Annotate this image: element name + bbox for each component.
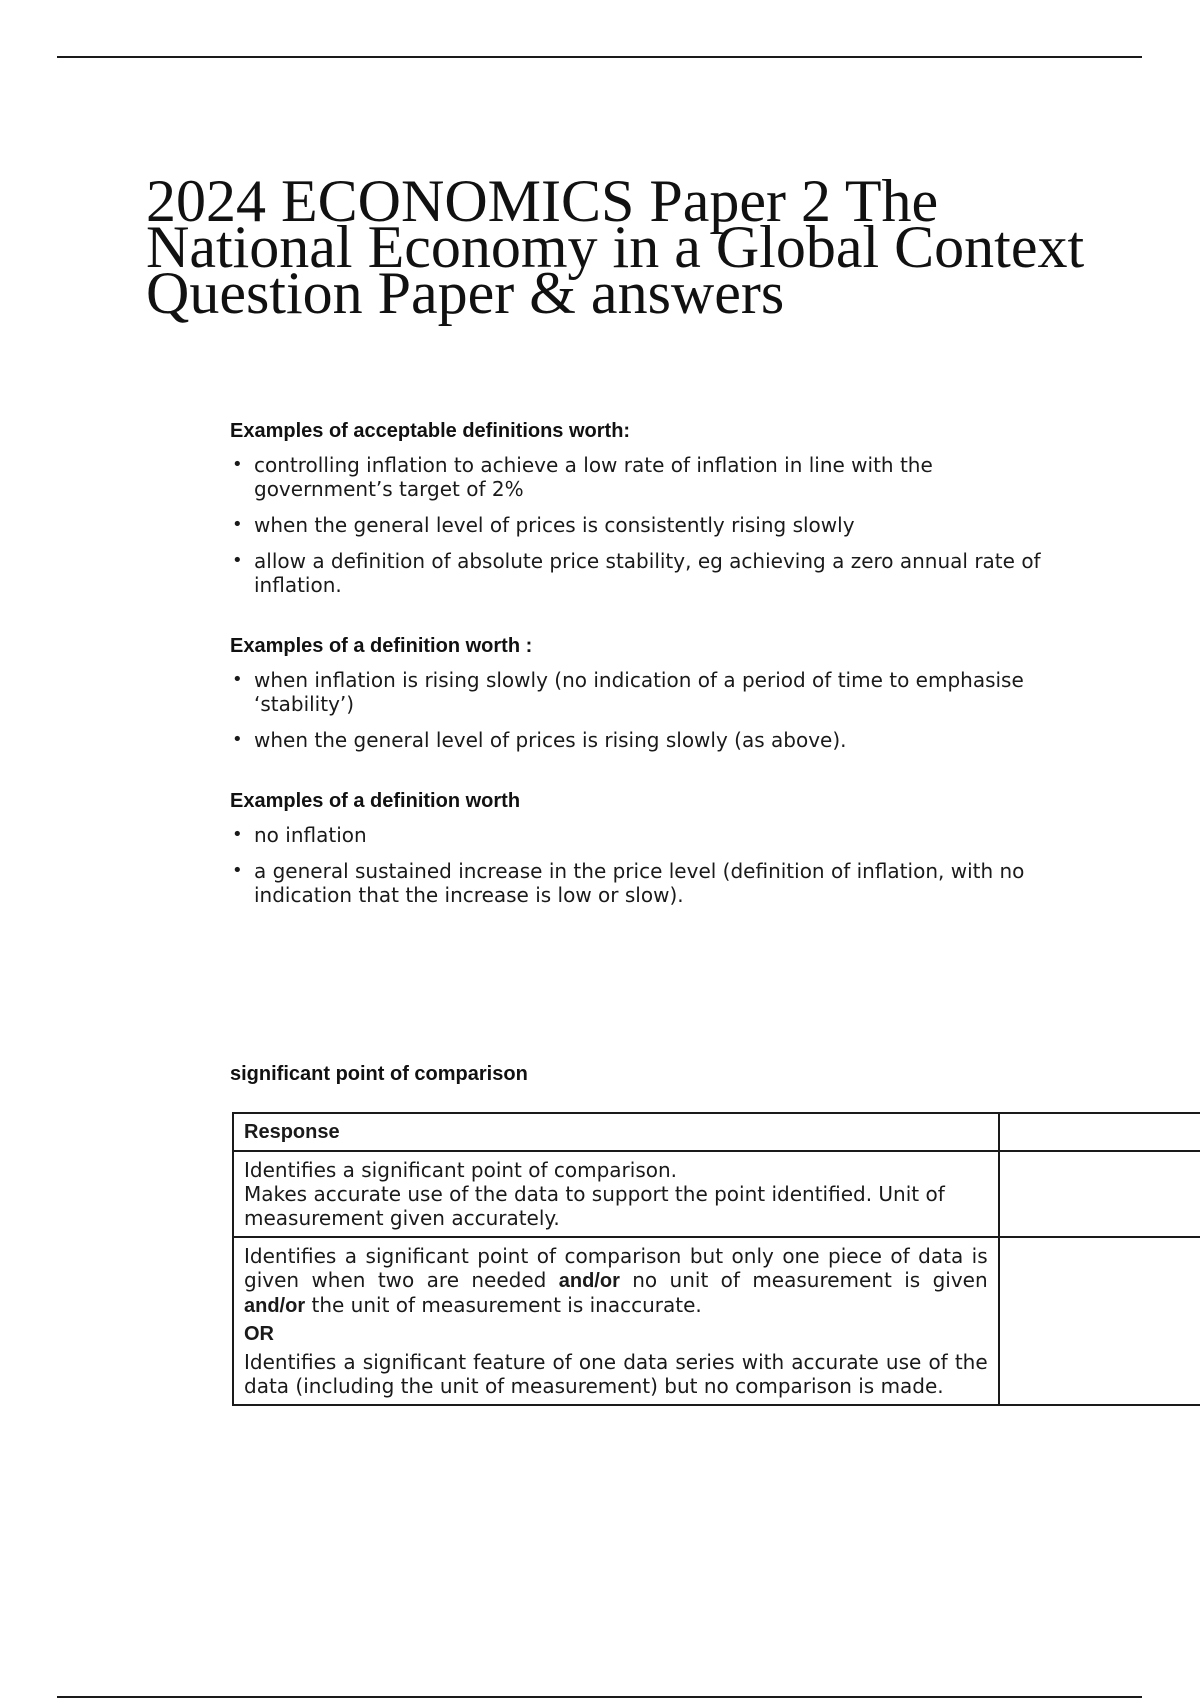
bullet-list xyxy=(230,823,1060,907)
and-or-emphasis: and/or xyxy=(244,1295,306,1317)
response-text: the unit of measurement is inaccurate. xyxy=(305,1293,702,1317)
section-definition-worth xyxy=(230,635,1060,752)
list-item: • when the general level of prices is rising slowly (as above). xyxy=(230,728,1060,752)
response-text: no unit of measurement is given xyxy=(619,1268,988,1292)
list-item: • no inflation xyxy=(230,823,1060,847)
mark-scheme-table xyxy=(232,1112,1200,1406)
response-paragraph: Identifies a significant feature of one data series with accurate use of the data (including the unit of measurement) but no comparison is made. xyxy=(244,1350,988,1398)
marking-guidance xyxy=(230,420,1060,945)
list-item: • controlling inflation to achieve a low rate of inflation in line with the government’s target of 2% xyxy=(230,453,1060,501)
response-paragraph xyxy=(244,1244,988,1318)
response-cell xyxy=(233,1237,999,1405)
table-row xyxy=(233,1151,1200,1237)
and-or-emphasis: and/or xyxy=(558,1270,620,1292)
bullet-list xyxy=(230,453,1060,597)
list-item: • a general sustained increase in the price level (definition of inflation, with no indication that the increase is low or slow). xyxy=(230,859,1060,907)
section-heading: Examples of acceptable definitions worth: xyxy=(230,420,631,442)
comparison-label: significant point of comparison xyxy=(230,1063,528,1085)
response-text: Identifies a significant point of comparison but only one piece of data is given when two are needed xyxy=(244,1244,988,1292)
section-definition-worth-zero xyxy=(230,790,1060,907)
list-item: • when inflation is rising slowly (no indication of a period of time to emphasise ‘stability’) xyxy=(230,668,1060,716)
list-item: • allow a definition of absolute price stability, eg achieving a zero annual rate of inflation. xyxy=(230,549,1060,597)
bullet-list xyxy=(230,668,1060,752)
or-label: OR xyxy=(244,1323,274,1345)
response-header: Response xyxy=(233,1113,999,1151)
section-acceptable-definitions xyxy=(230,420,1060,597)
response-line: Identifies a significant point of comparison. xyxy=(244,1158,678,1182)
document-title: 2024 ECONOMICS Paper 2 The National Economy in a Global Context Question Paper & answers xyxy=(146,168,1085,326)
bottom-rule xyxy=(57,1696,1142,1698)
table-header-row xyxy=(233,1113,1200,1151)
table-row xyxy=(233,1237,1200,1405)
marks-cell xyxy=(999,1237,1200,1405)
response-cell xyxy=(233,1151,999,1237)
response-line: Makes accurate use of the data to support the point identified. Unit of measurement given accurately. xyxy=(244,1182,945,1230)
top-rule xyxy=(57,56,1142,58)
section-heading: Examples of a definition worth xyxy=(230,790,521,812)
marks-header-cell xyxy=(999,1113,1200,1151)
marks-cell xyxy=(999,1151,1200,1237)
list-item: • when the general level of prices is consistently rising slowly xyxy=(230,513,1060,537)
section-heading: Examples of a definition worth : xyxy=(230,635,533,657)
